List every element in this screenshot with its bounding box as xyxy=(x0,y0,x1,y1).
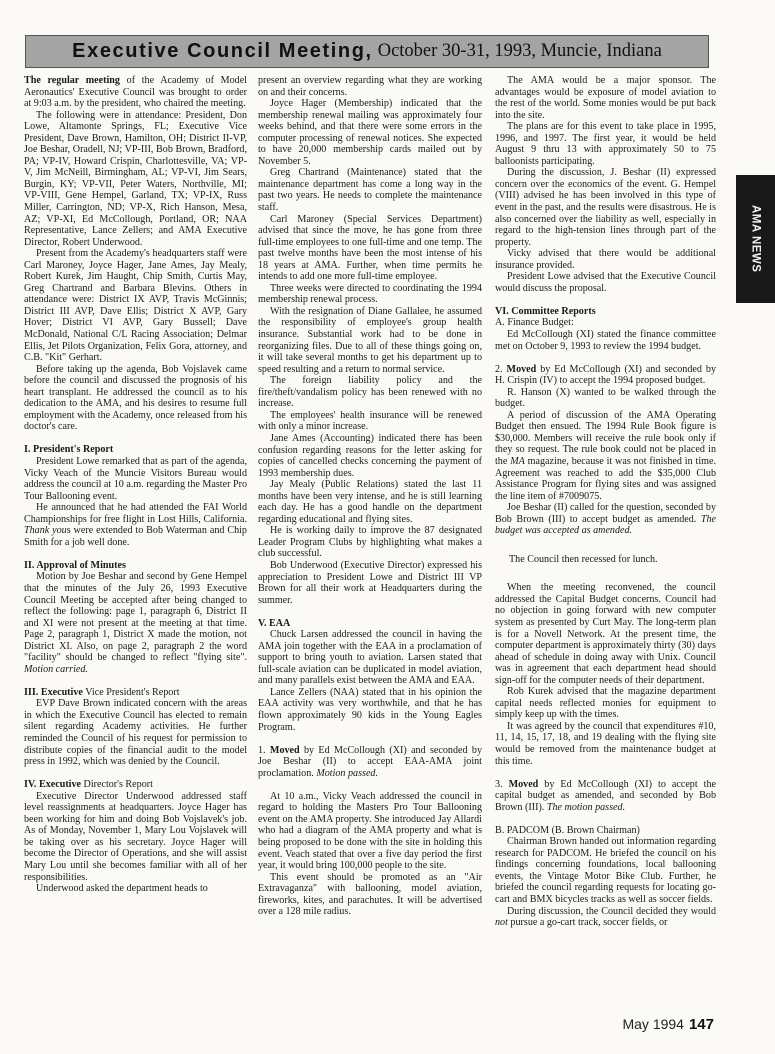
article-title-bar xyxy=(25,35,709,68)
section-tab-label: AMA NEWS xyxy=(749,205,762,273)
page-footer xyxy=(622,1016,714,1034)
paragraph: Jay Mealy (Public Relations) stated the last 11 months have been very intense, and he is still learning each day. He has a good handle on the department regarding educational and flying sites. xyxy=(258,479,482,525)
paragraph: Underwood asked the department heads to xyxy=(36,883,208,895)
paragraph: Present from the Academy's headquarters staff were Carl Maroney, Joyce Hager, Jane Ames, Jay Mealy, Robert Kurek, Jim Haught, Chip Smith, Curtis May, Greg Chartrand and Barbara Blevins. Others in attendance were: District IX AVP, Travis McGinnis; District III AVP, Dave Ellis; District X AVP, Gary Hover; District VI AVP, Gary Bussell; Dave McDonald, National C/L Racing Association; Delmar Ellis, Jet Pilots Organization, Felix Gora, attorney, and C.B. "Kit" Gerhart. xyxy=(24,248,247,364)
paragraph: Three weeks were directed to coordinating the 1994 membership renewal process. xyxy=(258,282,482,306)
section-heading: III. Executive Vice President's Report xyxy=(24,686,180,698)
paragraph: With the resignation of Diane Gallalee, he assumed the responsibility of employee's group health insurance. Substantial work had to be done in reorganizing files. Due to all of these things going on, it will take several months to get his department up to speed resulting and a return to normal service. xyxy=(258,305,482,375)
paragraph: Joyce Hager (Membership) indicated that the membership renewal mailing was approximately four weeks behind, and that there were some errors in the computer processing of renewal notices. She expected to have 20,000 membership cards mailed out by November 5. xyxy=(258,98,482,167)
paragraph: During the discussion, J. Beshar (II) expressed concern over the economics of the event. G. Hempel (VIII) advised he has been involved in this type of event in the past, and the results were disastrous. He is also concerned over the liability as well, especially in regard to the high-tension lines through part of the property. xyxy=(495,167,716,248)
paragraph: Jane Ames (Accounting) indicated there has been confusion regarding reasons for the letter asking for copies of cancelled checks concerning the payment of 1993 membership dues. xyxy=(258,432,482,479)
paragraph: The regular meeting of the Academy of Model Aeronautics' Executive Council was brought to order at 9:03 a.m. by the president, who chaired the meeting. xyxy=(24,75,247,110)
paragraph: Carl Maroney (Special Services Department) advised that since the move, he has gone from three full-time employees to one full-time and one temp. The past twelve months have been the most intense of his 18 years at AMA. Further, when time permits he intends to add one more full-time employee. xyxy=(258,213,482,283)
paragraph: Bob Underwood (Executive Director) expressed his appreciation to President Lowe and District III VP Brown for all their work at Headquarters during the summer. xyxy=(258,559,482,606)
text-column-1 xyxy=(24,75,247,1030)
motion-paragraph: 2. Moved by Ed McCollough (XI) and seconded by H. Crispin (IV) to accept the 1994 proposed budget. xyxy=(495,363,716,387)
paragraph: At 10 a.m., Vicky Veach addressed the council in regard to holding the Masters Pro Tour Ballooning event on the AMA property. She introduced Jay Allardi who had a diagram of the AMA property and what is being proposed to be done with the site in holding this event. Veach stated that over a five day period the first year, it would bring 100,000 people to the site. xyxy=(258,790,482,872)
sub-heading: A. Finance Budget: xyxy=(495,317,574,329)
paragraph: R. Hanson (X) wanted to be walked through the budget. xyxy=(495,386,716,410)
paragraph: The employees' health insurance will be renewed with only a minor increase. xyxy=(258,409,482,433)
paragraph: During discussion, the Council decided they would not pursue a go-cart track, soccer fields, or xyxy=(495,905,716,929)
paragraph: Greg Chartrand (Maintenance) stated that the maintenance department has come a long way in the past two years. He needs to complete the maintenance staff. xyxy=(258,167,482,214)
paragraph: The AMA would be a major sponsor. The advantages would be exposure of model aviation to the rest of the world. Some monies would be put back into the site. xyxy=(495,75,716,121)
paragraph: EVP Dave Brown indicated concern with the areas in which the Executive Council has elected to remain silent regarding Academy activities. He further reminded the Council of his request for permission to distribute copies of the financial audit to the model press in 1992, which was denied by the Council. xyxy=(24,698,247,768)
issue-date: May 1994 xyxy=(622,1016,684,1032)
paragraph: Ed McCollough (XI) stated the finance committee met on October 9, 1993 to review the 1994 budget. xyxy=(495,328,716,352)
paragraph: A period of discussion of the AMA Operating Budget then ensued. The 1994 Rule Book figure is $30,000. Members will receive the rule book only if they so request. The rule book could not be placed in the MA magazine, because it was not finished in time. Agreement was reached to add the $35,000 Club Assistance Program for flying sites and was assigned the line item of #7009075. xyxy=(495,409,716,502)
section-tab xyxy=(736,175,775,303)
motion-paragraph: 3. Moved by Ed McCollough (XI) to accept the capital budget as amended, and seconded by Bob Brown (III). The motion passed. xyxy=(495,778,716,813)
paragraph: Motion by Joe Beshar and second by Gene Hempel that the minutes of the July 26, 1993 Executive Council Meeting be accepted after being changed to reflect the following: page 1, paragraph 6, District II and XI were not present at the meeting at that time. Page 2, paragraph 1, District X made the motion, not District XI. Also, on page 2, paragraph 2 the word "facility" should be changed to reflect "flying site". Motion carried. xyxy=(24,571,247,675)
paragraph: He is working daily to improve the 87 designated Leader Program Clubs by highlighting what makes a club successful. xyxy=(258,525,482,560)
text-column-3 xyxy=(495,75,716,1030)
paragraph: This event should be promoted as an "Air Extravaganza" with ballooning, model aviation, fireworks, kites, and parachutes. It will be advertised over a 128 mile radius. xyxy=(258,871,482,918)
text-column-2 xyxy=(258,75,482,1030)
section-heading: VI. Committee Reports xyxy=(495,305,596,317)
paragraph: President Lowe remarked that as part of the agenda, Vicky Veach of the Muncie Visitors Bureau would address the council at 10 a.m. regarding the Master Pro Tour Ballooning event. xyxy=(24,456,247,502)
section-heading: V. EAA xyxy=(258,617,291,629)
paragraph: President Lowe advised that the Executive Council would discuss the proposal. xyxy=(495,271,716,294)
paragraph: Executive Director Underwood addressed staff level reassignments at headquarters. Joyce Hager has been working for him and doing Bob Vojslavek's job. As of Monday, November 1, Mary Lou Vojslavek will be taking over as his secretary. Joyce Hager will become the Director of Operations, and she will assist Mary Lou until she becomes familiar with all of her responsibilities. xyxy=(24,790,247,883)
section-heading: II. Approval of Minutes xyxy=(24,559,126,571)
section-heading: I. President's Report xyxy=(24,444,114,456)
paragraph: Vicky advised that there would be additional insurance provided. xyxy=(495,248,716,271)
paragraph: Chairman Brown handed out information regarding research for PADCOM. He briefed the council on his findings concerning foundations, local ballooning events, the Vintage Motor Bike Club. Further, he briefed the council regarding requests for locating go-cart and BMX bicycles tracks as well as soccer fields. xyxy=(495,836,716,905)
page-number: 147 xyxy=(688,1016,714,1033)
paragraph: The plans are for this event to take place in 1995, 1996, and 1997. The first year, it would be held August 9 thru 13 with approximately 50 to 75 balloonists participating. xyxy=(495,121,716,167)
paragraph: Joe Beshar (II) called for the question, seconded by Bob Brown (III) to accept budget as amended. The budget was accepted as amended. xyxy=(495,502,716,537)
article-title: Executive Council Meeting, xyxy=(72,40,373,62)
paragraph: It was agreed by the council that expenditures #10, 11, 14, 15, 17, 18, and 19 dealing with the flying site would be removed from the maintenance budget at this time. xyxy=(495,720,716,767)
article-subtitle: October 30-31, 1993, Muncie, Indiana xyxy=(377,41,662,61)
paragraph: Chuck Larsen addressed the council in having the AMA join together with the EAA in a proclamation of support to bring youth to aviation. Larsen stated that full-scale aviation can be duplicated in model aviation, and many parallels exist between the AMA and EAA. xyxy=(258,629,482,687)
paragraph: The foreign liability policy and the fire/theft/vandalism policy has been renewed with no increase. xyxy=(258,375,482,410)
paragraph: present an overview regarding what they are working on and their concerns. xyxy=(258,75,482,98)
recess-note: The Council then recessed for lunch. xyxy=(509,553,658,565)
paragraph: He announced that he had attended the FAI World Championships for free flight in Lost Hills, California. Thank yous were extended to Bob Waterman and Chip Smith for a job well done. xyxy=(24,502,247,548)
paragraph: The following were in attendance: President, Don Lowe, Altamonte Springs, FL; Executive Vice President, Dave Brown, Hamilton, OH; District II-VP, Joe Beshar, Oradell, NJ; VP-III, Bob Brown, Bradford, PA; VP-IV, Howard Crispin, Charlottesville, VA; VP-V, Jim McNeill, Birmingham, AL; VP-VI, Jim Sears, Burgin, KY; VP-VII, Peter Waters, Northville, MI; VP-VIII, Gene Hempel, Garland, TX; VP-IX, Russ Miller, Carrington, ND; VP-X, Rich Hanson, Mesa, AZ; VP-XI, Ed McCollough, Portland, OR; NAA Representative, Lance Zellers; and AMA Executive Director, Robert Underwood. xyxy=(24,109,247,248)
paragraph: When the meeting reconvened, the council addressed the Capital Budget concerns. Council had no objection in going forward with new computer system as presented by Curt May. The long-term plan is for a Novell Network. At the present time, the computer department is approximately thirty (30) days ahead of schedule in doing away with Unix. Council was in agreement that each department head should sign-off for the computer needs of their department. xyxy=(495,582,716,686)
sub-heading: B. PADCOM (B. Brown Chairman) xyxy=(495,824,640,836)
section-heading: IV. Executive Director's Report xyxy=(24,779,153,791)
paragraph: Before taking up the agenda, Bob Vojslavek came before the council and discussed the prognosis of his heart transplant. He addressed the council as to his dedication to the AMA, and his desires to resume full employment with the Academy, once released from his doctor's care. xyxy=(24,363,247,433)
paragraph: Rob Kurek advised that the magazine department capital needs reflected monies for equipment to simply keep up with the times. xyxy=(495,686,716,721)
motion-paragraph: 1. Moved by Ed McCollough (XI) and seconded by Joe Beshar (II) to accept EAA-AMA joint proclamation. Motion passed. xyxy=(258,744,482,779)
paragraph: Lance Zellers (NAA) stated that in his opinion the EAA activity was very worthwhile, and that he has flown approximately 90 kids in the Young Eagles Program. xyxy=(258,686,482,733)
